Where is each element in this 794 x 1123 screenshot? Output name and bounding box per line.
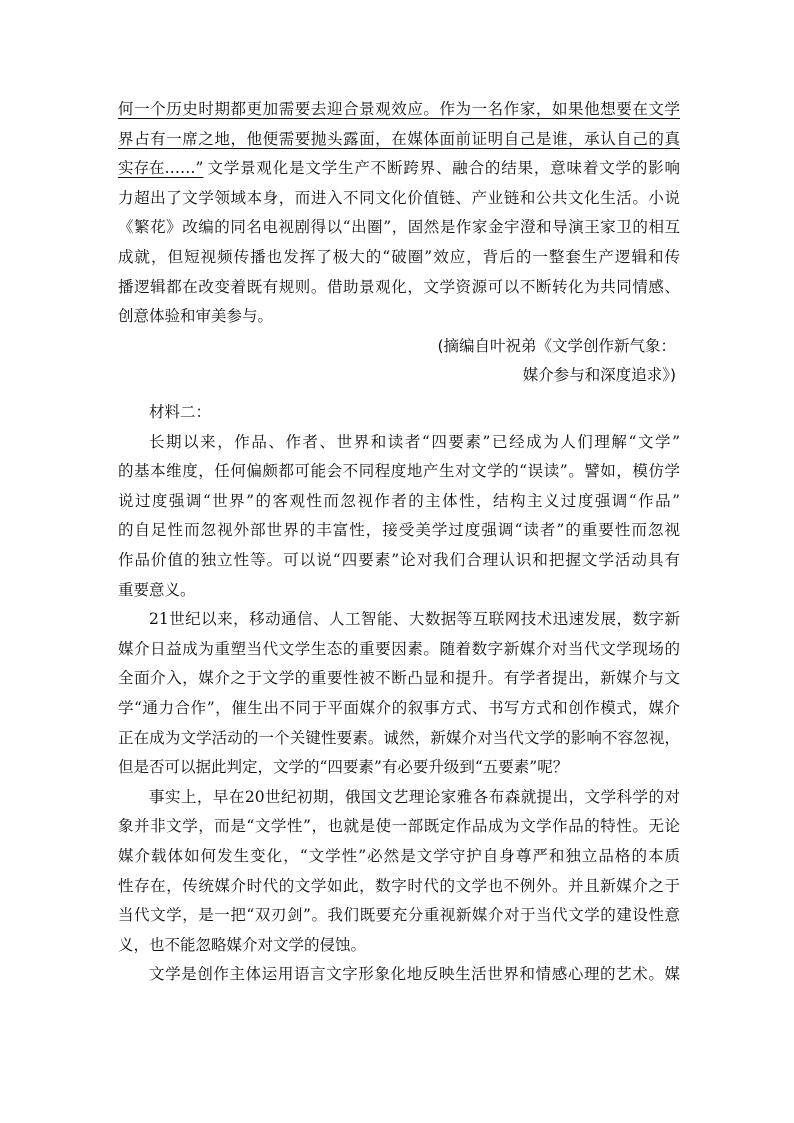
paragraph-line: 重要意义。	[118, 580, 196, 599]
text-fragment: 文学景观化是文学生产不断跨界、融合的结果，意味着文学的影响	[207, 159, 680, 178]
text-line: 创意体验和审美参与。	[118, 307, 274, 326]
paragraph-line: 义，也不能忽略媒介对文学的侵蚀。	[118, 935, 367, 954]
paragraph-line: 当代文学，是一把“双刃剑”。我们既要充分重视新媒介对于当代文学的建设性意	[118, 906, 680, 925]
paragraph-line: 21世纪以来，移动通信、人工智能、大数据等互联网技术迅速发展，数字新	[149, 610, 680, 629]
paragraph-line: 作品价值的独立性等。可以说“四要素”论对我们合理认识和把握文学活动具有	[118, 550, 680, 569]
text-line: 力超出了文学领域本身，而进入不同文化价值链、产业链和公共文化生活。小说	[118, 188, 680, 207]
paragraph-line: 媒介日益成为重塑当代文学生态的重要因素。随着数字新媒介对当代文学现场的	[118, 639, 680, 658]
text-line: 成就，但短视频传播也发挥了极大的“破圈”效应，背后的一整套生产逻辑和传	[118, 247, 680, 266]
paragraph-line: 正在成为文学活动的一个关键性要素。诚然，新媒介对当代文学的影响不容忽视，	[118, 728, 680, 747]
excerpt-1	[118, 95, 680, 391]
text-line: 《繁花》改编的同名电视剧得以“出圈”，固然是作家金宇澄和导演王家卫的相互	[118, 218, 680, 237]
paragraph-line: 象并非文学，而是“文学性”，也就是使一部既定作品成为文学作品的特性。无论	[118, 817, 680, 836]
section-heading: 材料二：	[149, 403, 212, 421]
paragraph-line: 事实上，早在20世纪初期，俄国文艺理论家雅各布森就提出，文学科学的对	[149, 787, 680, 806]
quote-line: 界占有一席之地，他便需要抛头露面，在媒体面前证明自己是谁，承认自己的真	[118, 129, 680, 148]
paragraph-line: 全面介入，媒介之于文学的重要性被不断凸显和提升。有学者提出，新媒介与文	[118, 669, 680, 688]
source-citation: (摘编自叶祝弟《文学创作新气象：	[437, 336, 676, 355]
text-line	[118, 154, 680, 184]
quote-line: 何一个历史时期都更加需要去迎合景观效应。作为一名作家，如果他想要在文学	[118, 100, 680, 118]
paragraph-line: 的基本维度，任何偏颇都可能会不同程度地产生对文学的“误读”。譬如，模仿学	[118, 462, 680, 481]
source-citation: 媒介参与和深度追求》)	[522, 366, 676, 385]
paragraph-line: 文学是创作主体运用语言文字形象化地反映生活世界和情感心理的艺术。媒	[149, 965, 680, 984]
paragraph-line: 但是否可以据此判定，文学的“四要素”有必要升级到“五要素”呢？	[118, 758, 569, 777]
paragraph-line: 学“通力合作”，催生出不同于平面媒介的叙事方式、书写方式和创作模式，媒介	[118, 698, 680, 717]
text-line: 播逻辑都在改变着既有规则。借助景观化，文学资源可以不断转化为共同情感、	[118, 277, 680, 296]
paragraph-line: 性存在，传统媒介时代的文学如此，数字时代的文学也不例外。并且新媒介之于	[118, 876, 680, 895]
paragraph-line: 媒介载体如何发生变化，“文学性”必然是文学守护自身尊严和独立品格的本质	[118, 846, 680, 865]
paragraph-line: 长期以来，作品、作者、世界和读者“四要素”已经成为人们理解“文学”	[149, 432, 680, 451]
paragraph-line: 说过度强调“世界”的客观性而忽视作者的主体性，结构主义过度强调“作品”	[118, 491, 680, 510]
quote-end: 实存在……”	[118, 159, 204, 178]
material-2	[118, 398, 680, 990]
paragraph-line: 的自足性而忽视外部世界的丰富性，接受美学过度强调“读者”的重要性而忽视	[118, 521, 680, 540]
